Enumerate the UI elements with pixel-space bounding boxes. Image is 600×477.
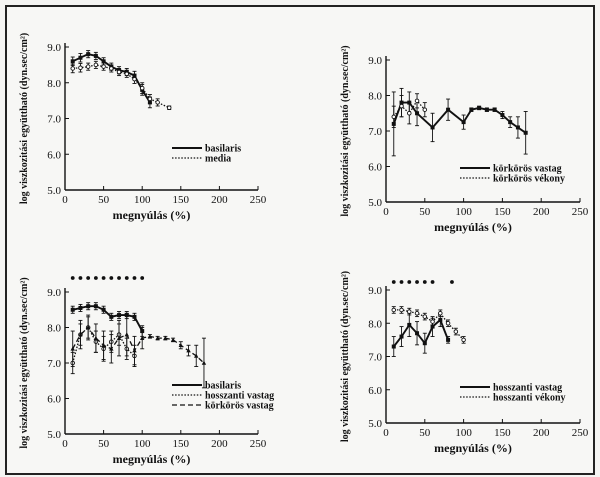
data-point [78, 56, 82, 60]
legend-label: körkörös vékony [493, 173, 565, 185]
x-tick-label: 50 [98, 194, 110, 206]
data-point [438, 318, 442, 322]
y-tick-label: 8.0 [47, 322, 61, 335]
legend [460, 164, 565, 185]
x-tick-label: 50 [419, 206, 431, 218]
x-tick-label: 250 [249, 438, 267, 450]
data-point [423, 108, 427, 112]
series-line [73, 306, 143, 331]
x-tick-label: 250 [571, 206, 589, 218]
data-point [101, 343, 105, 347]
data-point [446, 338, 450, 342]
data-point [94, 63, 98, 67]
series-line [73, 328, 204, 364]
data-point [500, 113, 504, 117]
chart-panel-bottom-left [19, 276, 274, 466]
significance-dot [423, 280, 427, 284]
y-tick-label: 5.0 [47, 185, 61, 197]
x-tick-label: 100 [133, 194, 151, 206]
series-hosszanti-vastag [392, 313, 450, 356]
x-axis-label: megnyúlás (%) [112, 452, 191, 466]
data-point [392, 345, 396, 349]
x-tick-label: 200 [532, 206, 550, 218]
significance-dot [431, 280, 435, 284]
series-media [71, 61, 172, 109]
data-point [167, 106, 171, 110]
data-point [86, 65, 90, 69]
data-point [86, 52, 90, 56]
significance-dot [94, 276, 98, 280]
data-point [407, 310, 411, 314]
y-tick-label: 8.0 [368, 318, 382, 331]
data-point [516, 125, 520, 129]
data-point [125, 72, 129, 76]
data-point [477, 106, 481, 110]
data-point [431, 125, 435, 129]
data-point [392, 308, 396, 312]
significance-dot [117, 276, 121, 280]
significance-dot [133, 276, 137, 280]
x-axis-label: megnyúlás (%) [434, 220, 512, 234]
legend-label: media [205, 153, 232, 165]
data-point [86, 304, 90, 308]
x-tick-label: 200 [211, 438, 228, 450]
data-point [439, 311, 443, 315]
data-point [462, 338, 466, 342]
y-tick-label: 6.0 [368, 384, 382, 397]
y-tick-label: 5.0 [47, 429, 61, 441]
data-point [71, 67, 75, 71]
data-point [415, 99, 419, 103]
y-tick-label: 7.0 [368, 126, 382, 138]
series-line [73, 54, 150, 102]
chart-panel-top-left [19, 33, 267, 222]
series-körkörös-vastag [392, 88, 528, 155]
significance-dot [125, 276, 129, 280]
x-tick-label: 50 [419, 427, 431, 439]
x-axis-label: megnyúlás (%) [112, 208, 191, 222]
data-point [392, 115, 396, 119]
data-point [400, 308, 404, 312]
data-point [78, 306, 82, 310]
data-point [415, 331, 419, 335]
y-tick-label: 8.0 [47, 77, 61, 90]
y-tick-label: 6.0 [368, 161, 382, 174]
x-tick-label: 0 [62, 194, 68, 206]
y-tick-label: 7.0 [47, 113, 61, 126]
data-point [431, 320, 435, 324]
legend-label: körkörös vastag [205, 400, 274, 412]
legend-label: hosszanti vékony [493, 392, 566, 404]
x-tick-label: 100 [455, 206, 472, 218]
data-point [415, 311, 419, 315]
y-tick-label: 7.0 [368, 351, 382, 364]
legend-label: basilaris [205, 380, 242, 392]
data-point [79, 66, 83, 70]
x-tick-label: 0 [383, 427, 389, 439]
x-tick-label: 0 [62, 438, 68, 450]
data-point [446, 321, 450, 325]
x-tick-label: 150 [494, 427, 511, 439]
data-point [102, 65, 106, 69]
significance-dot [400, 280, 404, 284]
y-tick-label: 8.0 [368, 90, 382, 103]
y-tick-label: 9.0 [368, 285, 382, 297]
y-axis-label: log viszkozitási együttható (dyn.sec/cm²) [340, 45, 351, 217]
significance-dot [415, 280, 419, 284]
data-point [94, 54, 98, 58]
data-point [71, 59, 75, 63]
legend [460, 383, 566, 404]
legend [172, 381, 274, 412]
data-point [423, 341, 427, 345]
y-tick-label: 5.0 [368, 197, 382, 209]
y-tick-label: 6.0 [47, 149, 61, 162]
y-axis-label: log viszkozitási együttható (dyn.sec/cm²) [19, 277, 30, 449]
data-point [125, 332, 129, 336]
y-tick-label: 6.0 [47, 393, 61, 406]
series-basilaris [71, 51, 152, 108]
x-axis-label: megnyúlás (%) [434, 441, 512, 455]
legend-label: hosszanti vastag [493, 382, 563, 394]
legend-label: körkörös vastag [493, 163, 562, 175]
x-tick-label: 200 [532, 427, 550, 439]
data-point [94, 304, 98, 308]
x-tick-label: 250 [249, 194, 267, 206]
x-tick-label: 150 [172, 438, 190, 450]
significance-dot [109, 276, 113, 280]
y-tick-label: 5.0 [368, 418, 382, 430]
data-point [508, 120, 512, 124]
data-point [454, 330, 458, 334]
data-point [400, 104, 404, 108]
data-point [415, 111, 419, 115]
significance-dot [102, 276, 106, 280]
data-point [446, 108, 450, 112]
significance-dot [71, 276, 75, 280]
data-point [148, 97, 152, 101]
significance-dot [392, 280, 396, 284]
data-point [71, 308, 75, 312]
x-tick-label: 250 [571, 427, 589, 439]
data-point [117, 70, 121, 74]
data-point [423, 315, 427, 319]
significance-dot [407, 280, 411, 284]
data-point [117, 313, 121, 317]
significance-dot [79, 276, 83, 280]
y-tick-label: 9.0 [47, 287, 61, 299]
data-point [469, 108, 473, 112]
y-tick-label: 7.0 [47, 358, 61, 370]
data-point [485, 108, 489, 112]
legend [172, 144, 241, 165]
data-point [109, 315, 113, 319]
data-point [102, 308, 106, 312]
y-axis-label: log viszkozitási együttható (dyn.sec/cm²) [19, 32, 30, 205]
data-point [132, 315, 136, 319]
significance-dot [140, 276, 144, 280]
data-point [133, 77, 137, 81]
x-tick-label: 150 [494, 206, 511, 218]
y-axis-label: log viszkozitási együttható (dyn.sec/cm²) [340, 270, 351, 443]
data-point [156, 101, 160, 105]
x-tick-label: 150 [172, 194, 190, 206]
data-point [524, 131, 528, 135]
data-point [110, 67, 114, 71]
significance-dot [450, 280, 454, 284]
y-tick-label: 9.0 [368, 55, 382, 67]
data-point [407, 111, 411, 115]
x-tick-label: 200 [211, 194, 228, 206]
x-tick-label: 0 [383, 206, 389, 218]
series-basilaris [71, 303, 144, 337]
y-tick-label: 9.0 [47, 42, 61, 54]
significance-dot [86, 276, 90, 280]
x-tick-label: 100 [133, 438, 151, 450]
legend-label: hosszanti vastag [205, 390, 275, 402]
chart-panel-bottom-right [340, 271, 589, 455]
chart-panel-top-right [340, 45, 589, 234]
data-point [140, 86, 144, 90]
x-tick-label: 100 [455, 427, 472, 439]
data-point [462, 120, 466, 124]
data-point [400, 335, 404, 339]
data-point [407, 323, 411, 327]
legend-label: basilaris [205, 143, 242, 155]
x-tick-label: 50 [98, 438, 110, 450]
data-point [493, 108, 497, 112]
data-point [94, 336, 98, 340]
